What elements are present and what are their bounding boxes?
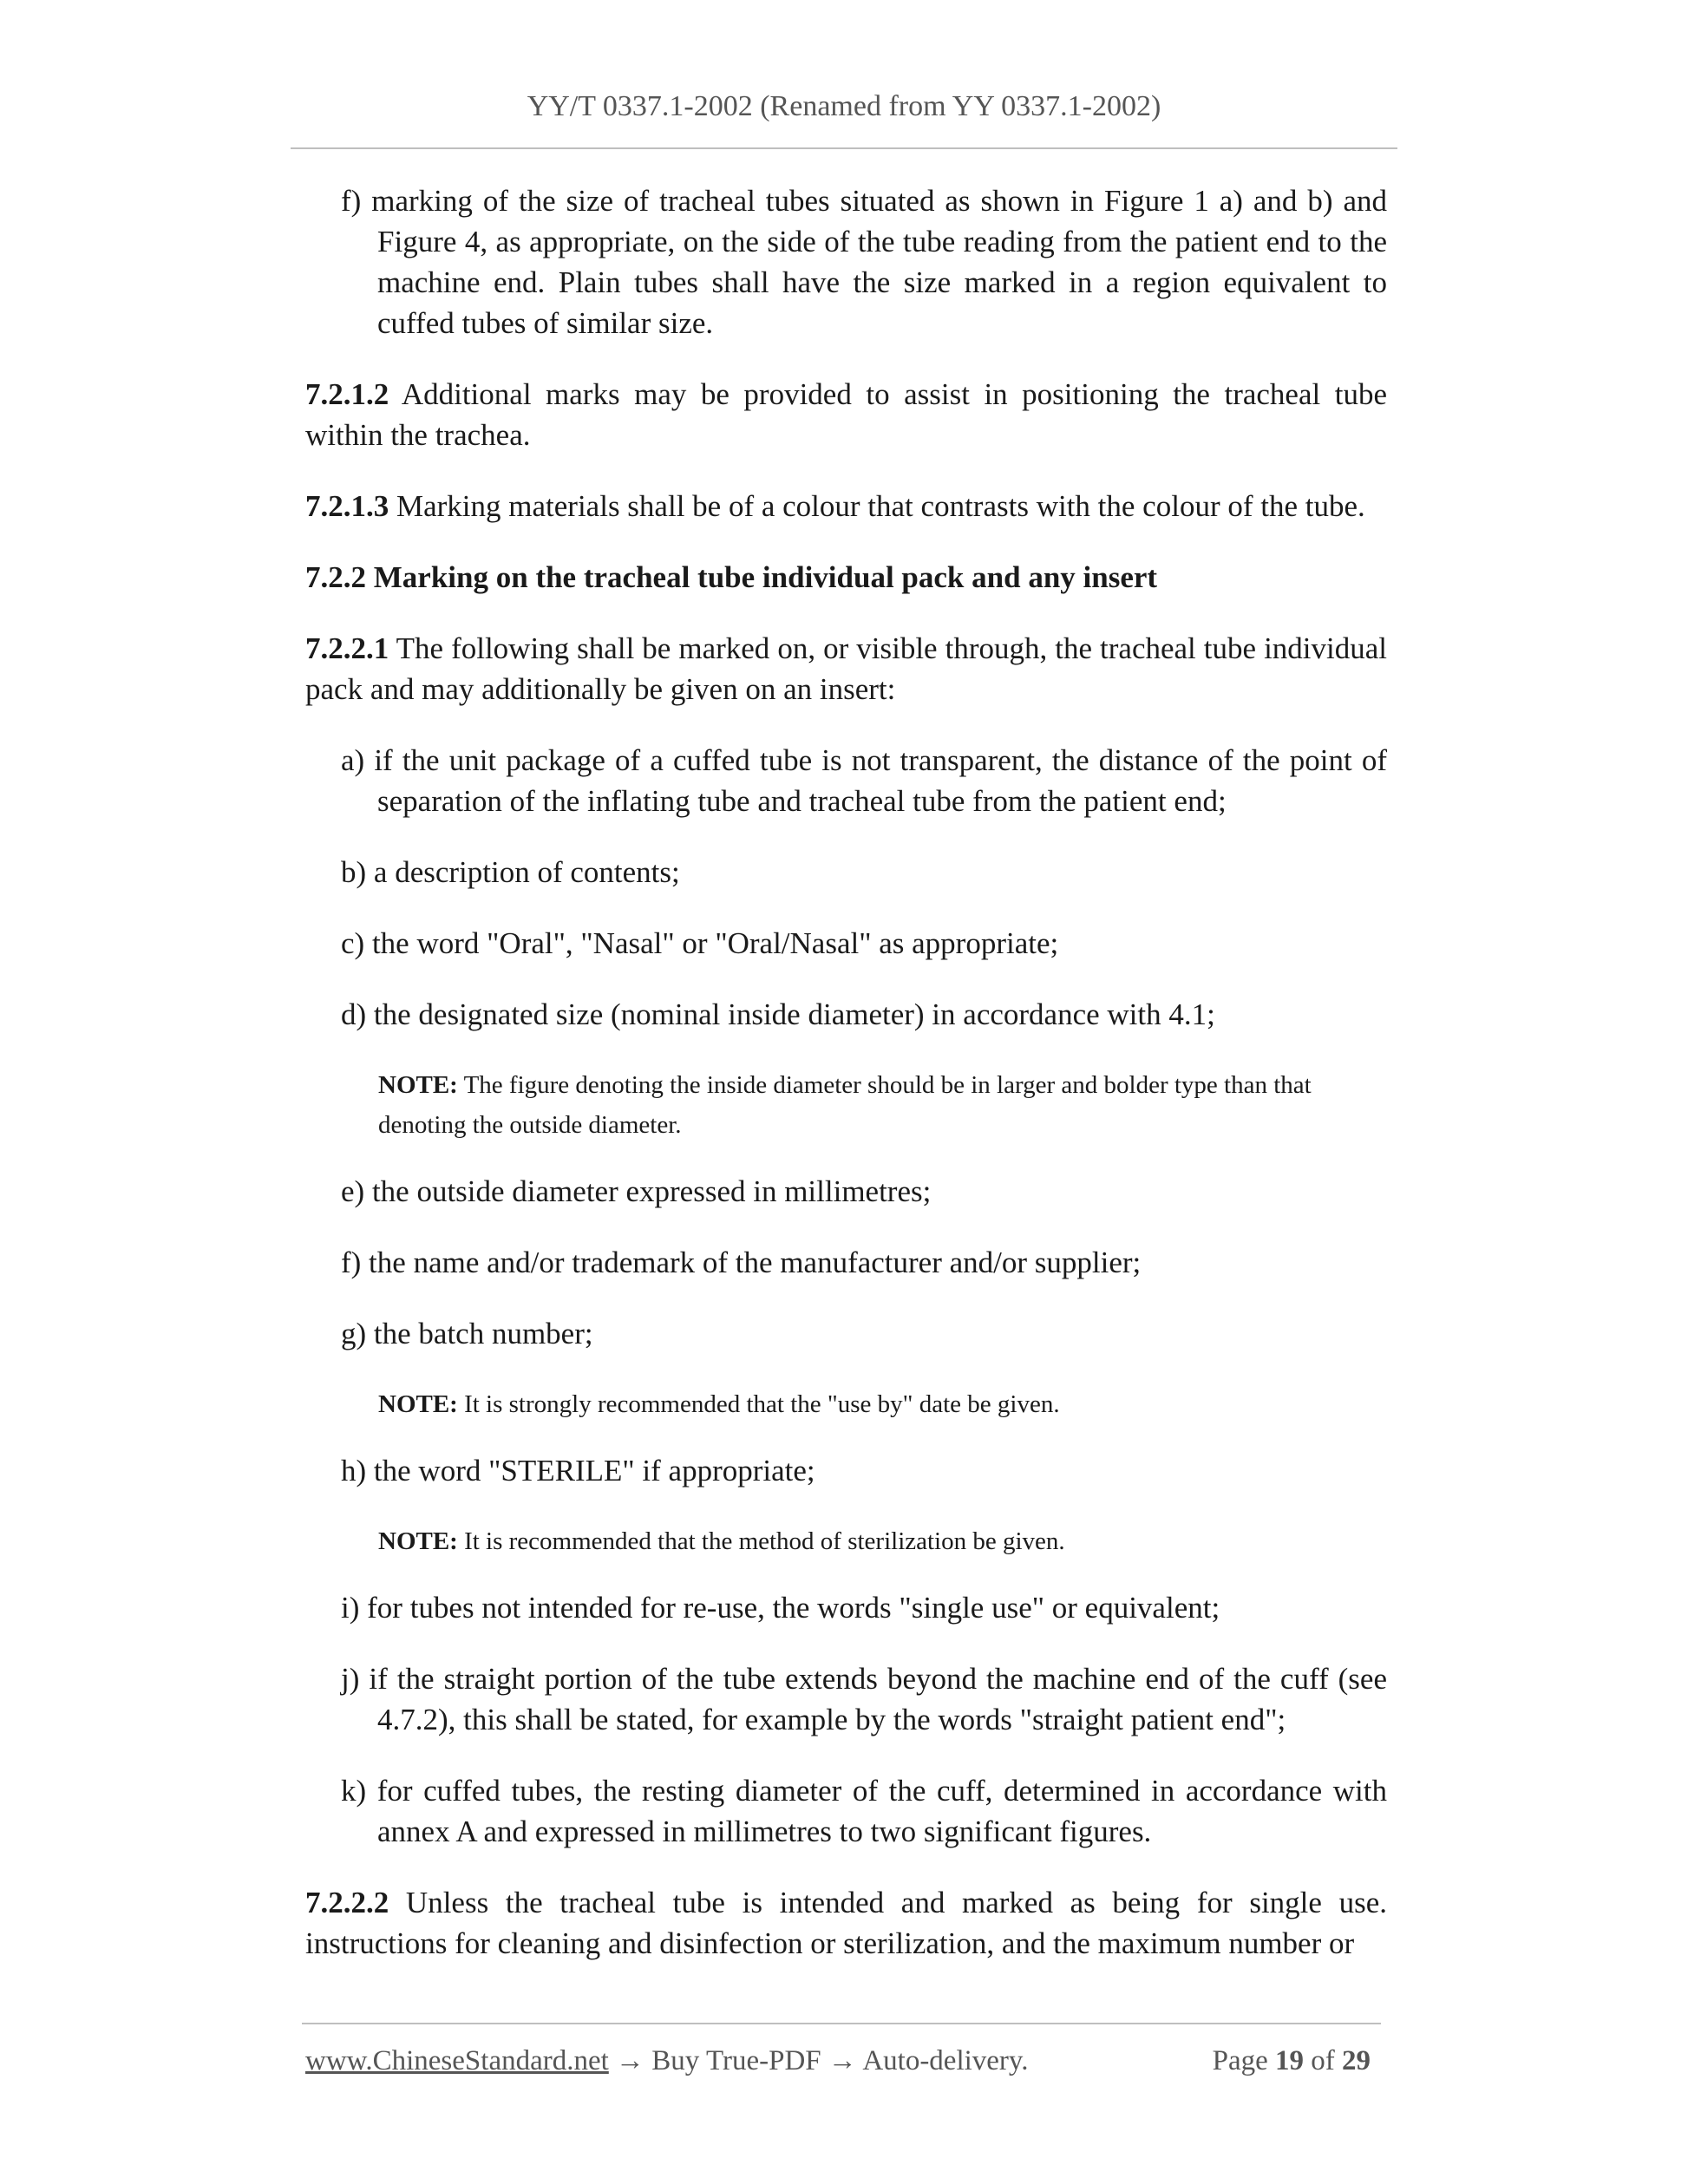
total-pages: 29 xyxy=(1342,2045,1371,2076)
note-label: NOTE: xyxy=(378,1071,458,1099)
page-number: 19 xyxy=(1275,2045,1304,2076)
note-sterilization xyxy=(305,1521,1387,1561)
clause-7-2-2-1 xyxy=(305,628,1387,709)
website-link[interactable]: www.ChineseStandard.net xyxy=(305,2045,609,2076)
note-label: NOTE: xyxy=(378,1390,458,1418)
list-item-e: e) the outside diameter expressed in millimetres; xyxy=(341,1174,932,1208)
note-text: It is strongly recommended that the "use by" date be given. xyxy=(457,1390,1060,1418)
list-item-f-size-marking xyxy=(305,180,1387,343)
list-item-h: h) the word "STERILE" if appropriate; xyxy=(341,1454,815,1488)
footer-divider xyxy=(302,2023,1381,2024)
note-text: It is recommended that the method of sterilization be given. xyxy=(457,1527,1065,1555)
list-item-g: g) the batch number; xyxy=(341,1317,593,1350)
list-item-c: c) the word "Oral", "Nasal" or "Oral/Nasal" as appropriate; xyxy=(341,926,1059,960)
header-divider xyxy=(291,147,1397,149)
section-heading-7-2-2: 7.2.2 Marking on the tracheal tube individual pack and any insert xyxy=(305,560,1158,594)
list-item-b: b) a description of contents; xyxy=(341,855,680,889)
note-text: The figure denoting the inside diameter should be in larger and bolder type than that denoting the outside diameter. xyxy=(378,1071,1312,1139)
arrow-right-icon: → xyxy=(616,2045,645,2076)
page-label: Page xyxy=(1212,2045,1268,2076)
list-item-f: f) the name and/or trademark of the manufacturer and/or supplier; xyxy=(341,1246,1142,1279)
clause-7-2-1-2 xyxy=(305,374,1387,455)
note-label: NOTE: xyxy=(378,1527,458,1555)
list-item-i: i) for tubes not intended for re-use, the words "single use" or equivalent; xyxy=(341,1591,1220,1625)
note-inside-diameter xyxy=(305,1065,1387,1145)
clause-7-2-1-3 xyxy=(305,486,1387,526)
clause-number: 7.2.1.3 xyxy=(305,489,389,523)
list-item-a: a) if the unit package of a cuffed tube is not transparent, the distance of the point of separation of the inflating tube and tracheal tube from the patient end; xyxy=(341,743,1387,818)
page-indicator xyxy=(1213,2045,1371,2077)
document-body xyxy=(305,180,1387,1994)
arrow-right-icon: → xyxy=(828,2045,857,2076)
list-item-d: d) the designated size (nominal inside diameter) in accordance with 4.1; xyxy=(341,997,1215,1031)
item-label: f) xyxy=(341,184,362,218)
page-header: YY/T 0337.1-2002 (Renamed from YY 0337.1-2002) xyxy=(527,90,1161,122)
item-text: marking of the size of tracheal tubes situated as shown in Figure 1 a) and b) and Figure 4, as appropriate, on the side of the tube reading from the patient end to the machine end. Plain tubes shall have the size marked in a region equivalent to cuffed tubes of similar size. xyxy=(371,184,1387,340)
clause-number: 7.2.1.2 xyxy=(305,377,389,411)
page-footer xyxy=(305,2045,1381,2077)
clause-number: 7.2.2.2 xyxy=(305,1886,389,1919)
auto-delivery-text: Auto-delivery. xyxy=(862,2045,1029,2076)
list-item-k: k) for cuffed tubes, the resting diameter of the cuff, determined in accordance with annex A and expressed in millimetres to two significant figures. xyxy=(341,1774,1387,1848)
clause-7-2-2-2 xyxy=(305,1882,1387,1964)
clause-number: 7.2.2.1 xyxy=(305,631,389,665)
buy-pdf-link[interactable]: Buy True-PDF xyxy=(651,2045,821,2076)
note-use-by-date xyxy=(305,1384,1387,1424)
clause-text: Marking materials shall be of a colour that contrasts with the colour of the tube. xyxy=(389,489,1365,523)
clause-text: The following shall be marked on, or visible through, the tracheal tube individual pack and may additionally be given on an insert: xyxy=(305,631,1387,706)
clause-text: Unless the tracheal tube is intended and marked as being for single use. instructions for cleaning and disinfection or sterilization, and the maximum number or xyxy=(305,1886,1387,1960)
clause-text: Additional marks may be provided to assist in positioning the tracheal tube within the trachea. xyxy=(305,377,1387,452)
of-label: of xyxy=(1311,2045,1335,2076)
list-item-j: j) if the straight portion of the tube extends beyond the machine end of the cuff (see 4.7.2), this shall be stated, for example by the words "straight patient end"; xyxy=(341,1662,1387,1736)
